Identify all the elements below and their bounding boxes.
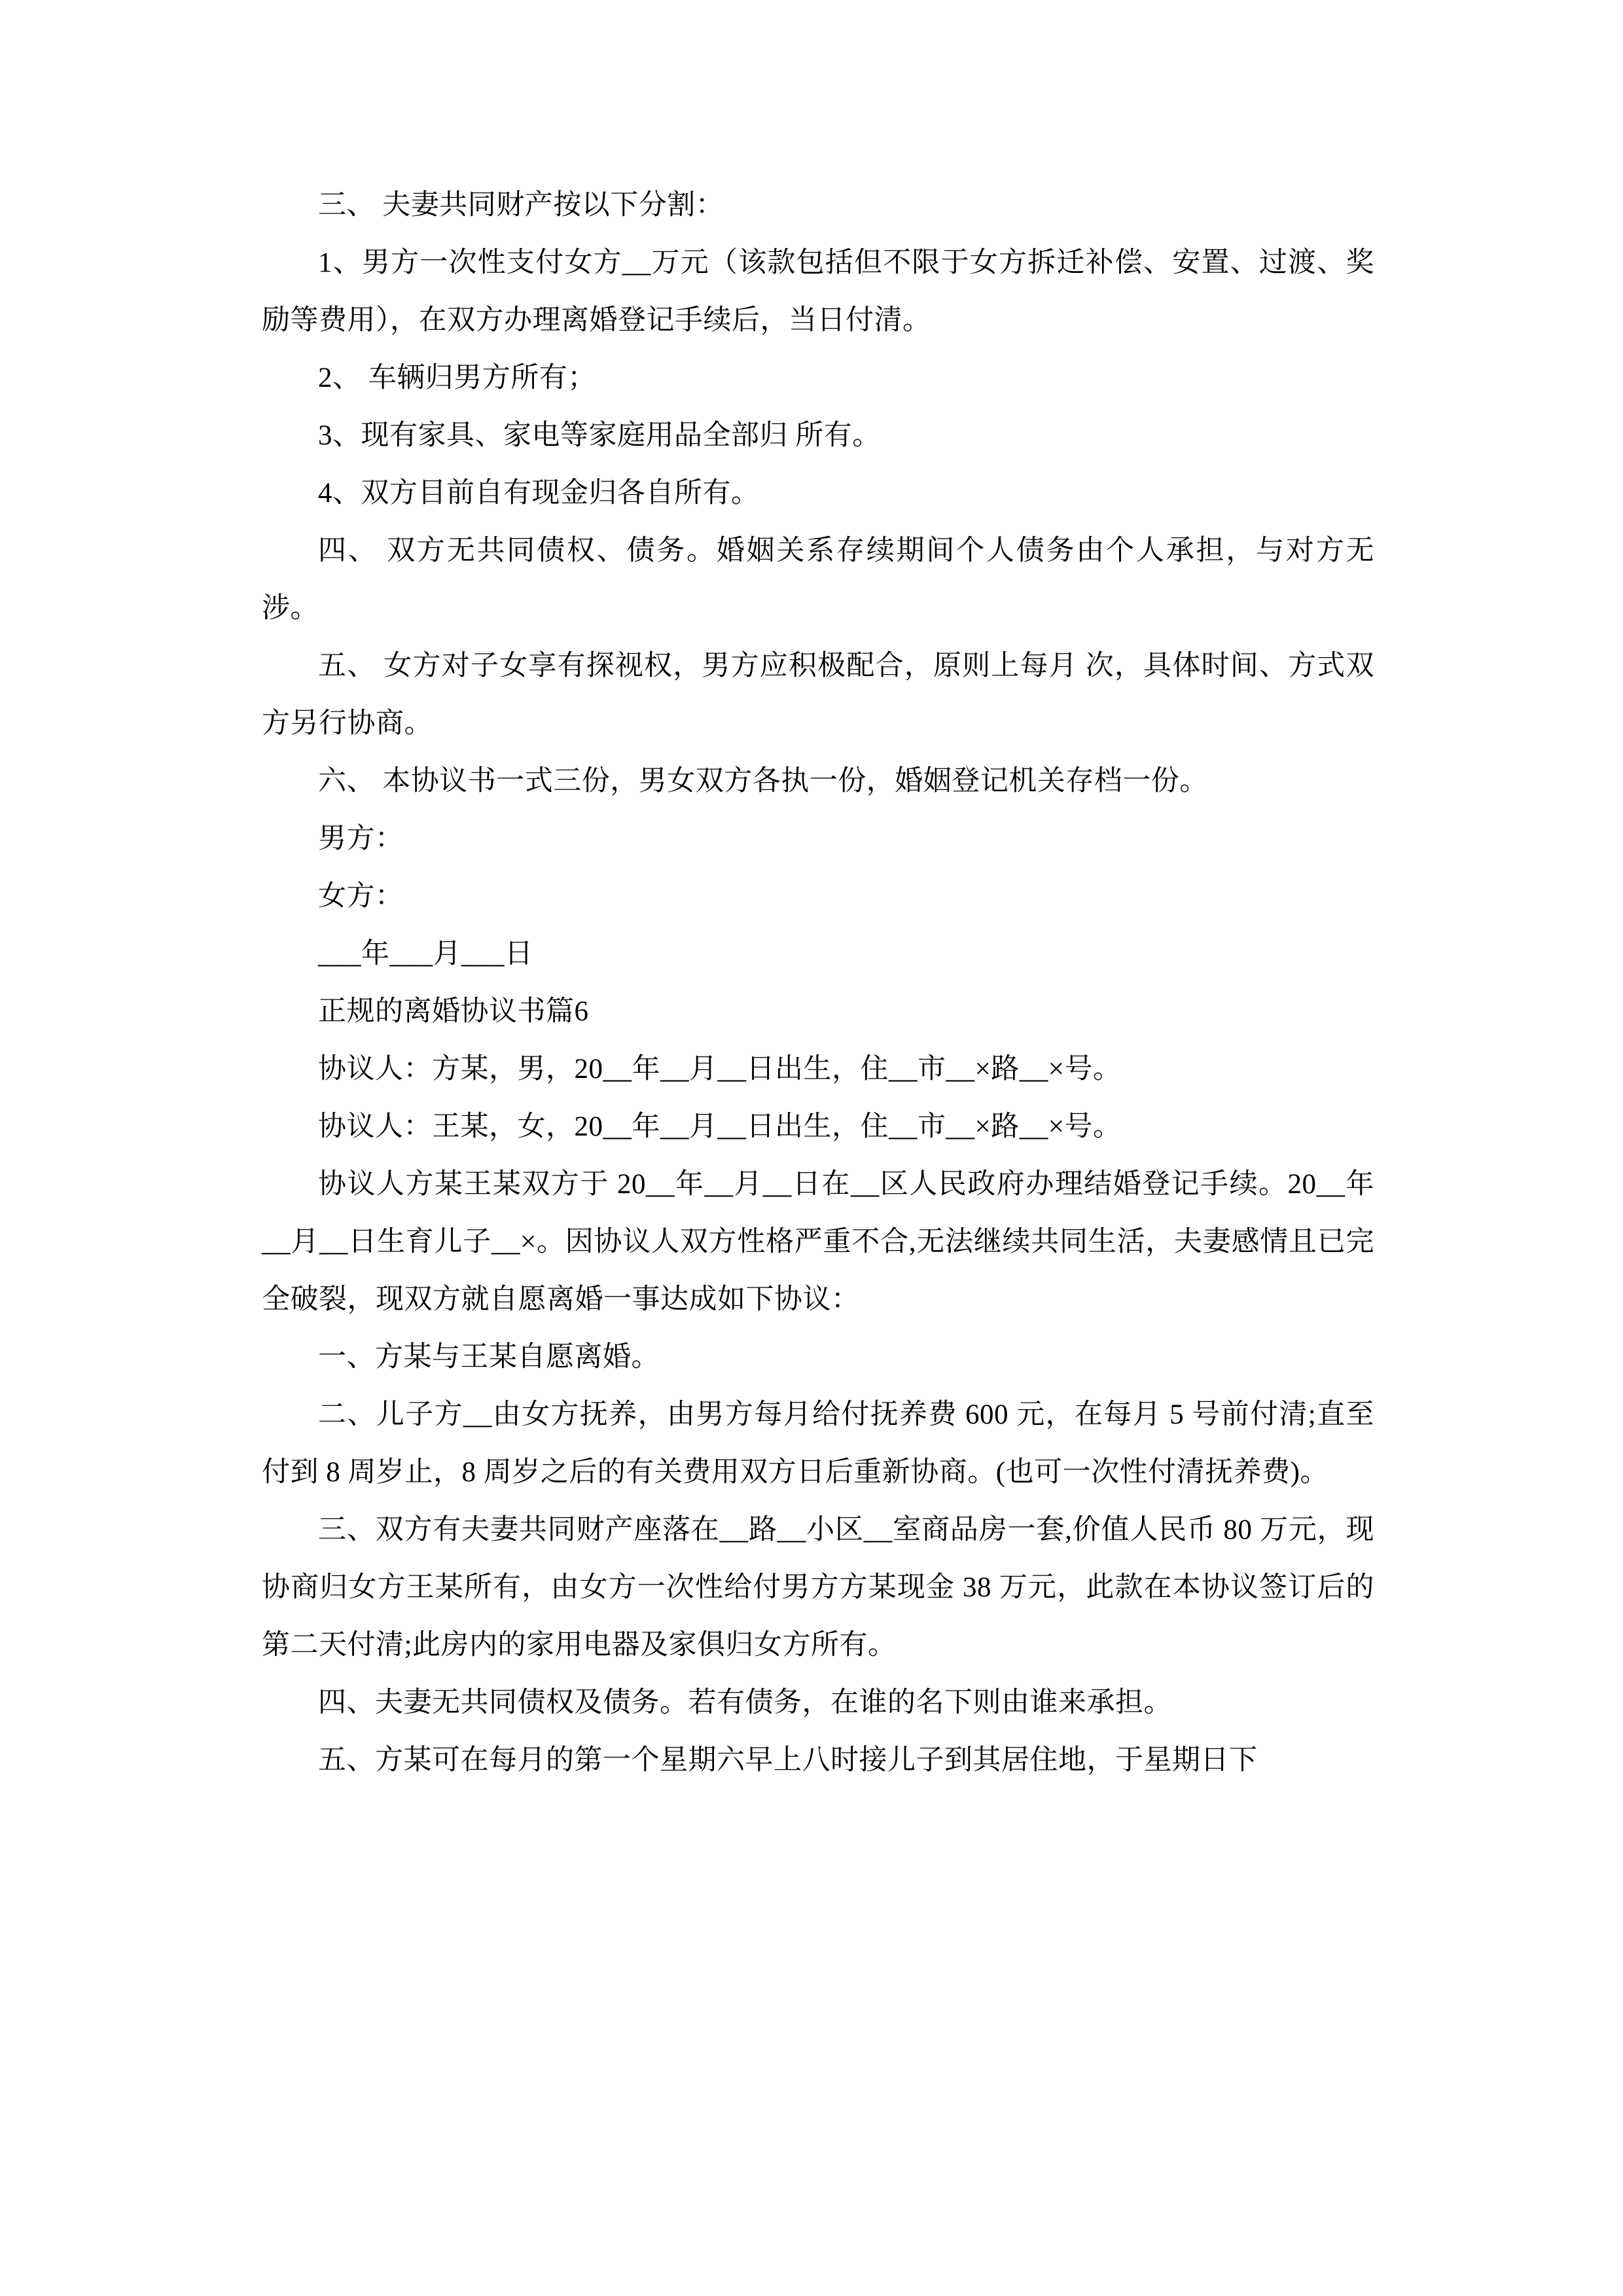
- date-line: ___年___月___日: [318, 939, 533, 969]
- paragraph: 协议人：方某，男，20__年__月__日出生，住__市__×路__×号。: [318, 1054, 1122, 1085]
- section-heading: 正规的离婚协议书篇6: [318, 996, 589, 1027]
- paragraph: 协议人：王某，女，20__年__月__日出生，住__市__×路__×号。: [318, 1111, 1122, 1142]
- paragraph: 3、现有家具、家电等家庭用品全部归 所有。: [318, 420, 881, 451]
- paragraph: 五、方某可在每月的第一个星期六早上八时接儿子到其居住地，于星期日下: [318, 1745, 1258, 1776]
- paragraph: 四、 双方无共同债权、债务。婚姻关系存续期间个人债务由个人承担，与对方无涉。: [262, 535, 1374, 624]
- paragraph: 1、男方一次性支付女方__万元（该款包括但不限于女方拆迁补偿、安置、过渡、奖励等费用），在双方办理离婚登记手续后，当日付清。: [262, 247, 1374, 336]
- paragraph: 四、夫妻无共同债权及债务。若有债务，在谁的名下则由谁来承担。: [318, 1687, 1172, 1718]
- paragraph: 协议人方某王某双方于 20__年__月__日在__区人民政府办理结婚登记手续。20__年__月__日生育儿子__×。因协议人双方性格严重不合,无法继续共同生活，夫妻感情且已完全破裂，现双方就自愿离婚一事达成如下协议：: [262, 1169, 1374, 1315]
- paragraph: 六、 本协议书一式三份，男女双方各执一份，婚姻登记机关存档一份。: [318, 766, 1208, 797]
- paragraph: 五、 女方对子女享有探视权，男方应积极配合，原则上每月 次，具体时间、方式双方另行协商。: [262, 651, 1374, 739]
- paragraph: 4、双方目前自有现金归各自所有。: [318, 478, 760, 509]
- paragraph: 二、儿子方__由女方抚养，由男方每月给付抚养费 600 元，在每月 5 号前付清;直至付到 8 周岁止，8 周岁之后的有关费用双方日后重新协商。(也可一次性付清抚养费)。: [262, 1399, 1374, 1488]
- paragraph: 2、 车辆归男方所有；: [318, 363, 596, 393]
- paragraph: 三、双方有夫妻共同财产座落在__路__小区__室商品房一套,价值人民币 80 万元，现协商归女方王某所有，由女方一次性给付男方方某现金 38 万元，此款在本协议签订后的第二天付清;此房内的家用电器及家俱归女方所有。: [262, 1515, 1374, 1660]
- signature-line-female: 女方：: [318, 881, 404, 912]
- document-body: [262, 177, 1374, 1789]
- paragraph: 一、方某与王某自愿离婚。: [318, 1342, 660, 1372]
- paragraph: 三、 夫妻共同财产按以下分割：: [318, 190, 724, 221]
- signature-line-male: 男方：: [318, 823, 404, 854]
